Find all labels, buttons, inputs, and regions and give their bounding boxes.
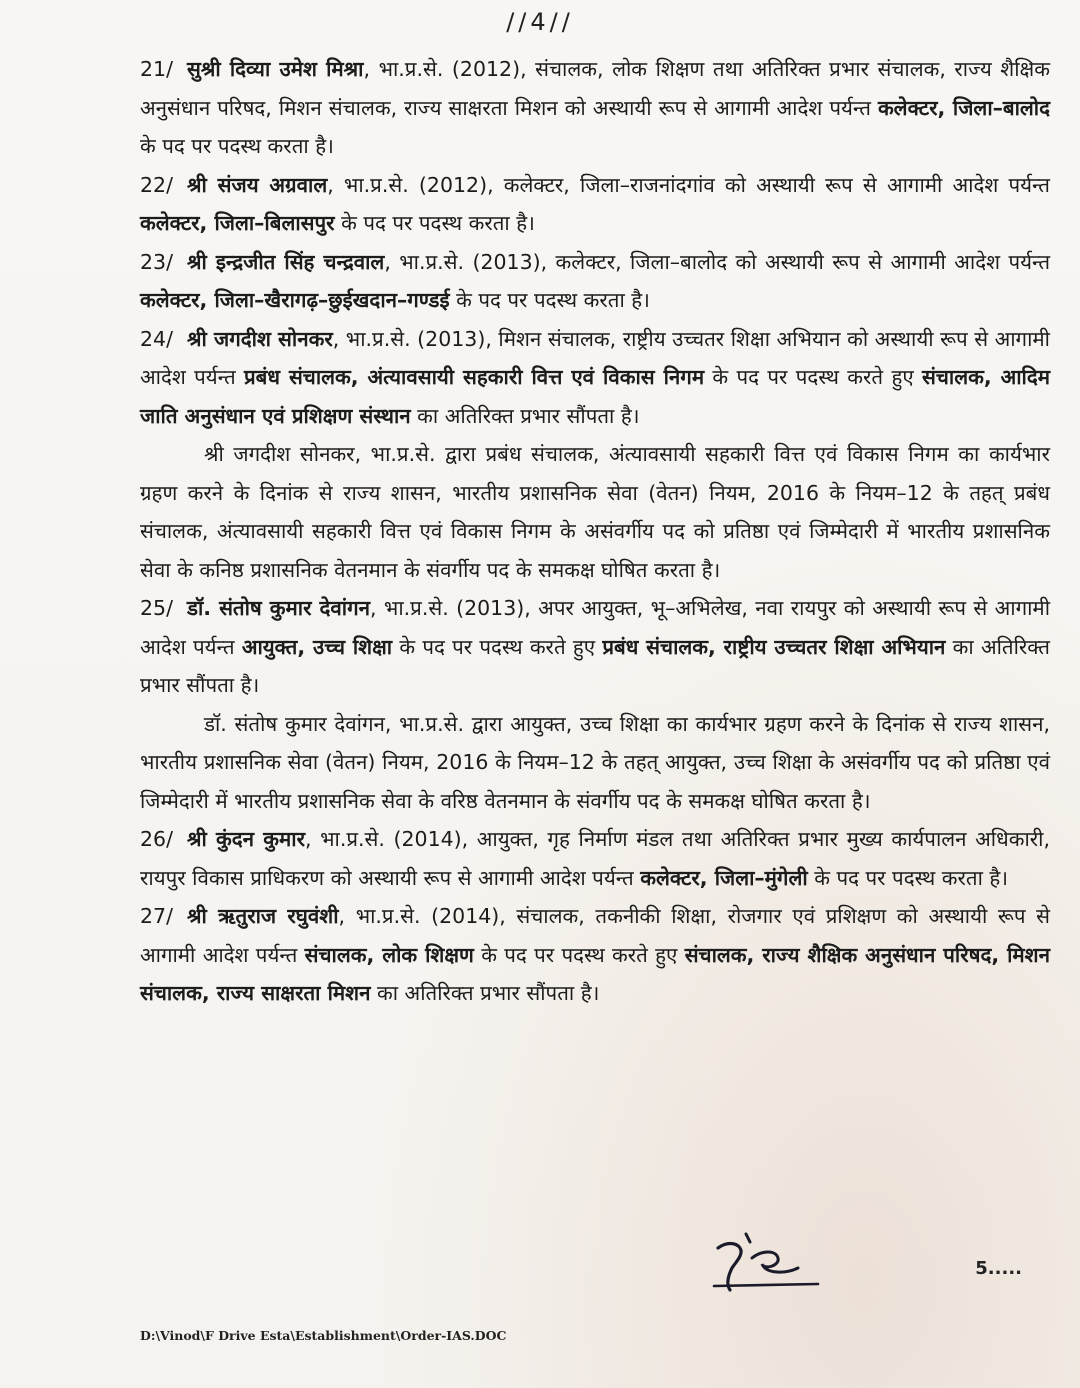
paragraph-text: के पद पर पदस्थ करता है। [449, 288, 650, 312]
emphasized-text: कलेक्टर, जिला–बिलासपुर [140, 211, 335, 235]
emphasized-text: श्री कुंदन कुमार [187, 827, 305, 851]
paragraph-number: 23/ [140, 249, 173, 274]
emphasized-text: कलेक्टर, जिला–खैरागढ़–छुईखदान–गण्डई [140, 288, 450, 312]
emphasized-text: श्री जगदीश सोनकर [187, 326, 333, 351]
emphasized-text: कलेक्टर, जिला–बालोद [877, 95, 1050, 120]
emphasized-text: श्री ऋतुराज रघुवंशी [187, 904, 339, 928]
paragraph-text: , भा.प्र.से. (2014), आयुक्त, गृह निर्माण मंडल तथा अतिरिक्त प्रभार मुख्य कार्यपालन अधिकारी, रायपुर विकास प्राधिकरण को अस्थायी रूप से आगामी आदेश पर्यन्त [140, 827, 1050, 890]
order-paragraph [140, 820, 1050, 897]
emphasized-text: संचालक, लोक शिक्षण [304, 942, 474, 967]
order-paragraph [140, 705, 1050, 821]
paragraph-text: के पद पर पदस्थ करते हुए [704, 365, 923, 389]
paragraph-text: का अतिरिक्त प्रभार सौंपता है। [370, 981, 600, 1005]
file-path-footer: D:\Vinod\F Drive Esta\Establishment\Order-IAS.DOC [140, 1328, 507, 1343]
page-number: //4// [506, 8, 574, 36]
emphasized-text: संचालक, राज्य शैक्षिक अनुसंधान परिषद, मिशन संचालक, राज्य साक्षरता मिशन [140, 942, 1050, 1005]
emphasized-text: डॉ. संतोष कुमार देवांगन [187, 596, 371, 620]
signature-mark [706, 1228, 826, 1294]
emphasized-text: सुश्री दिव्या उमेश मिश्रा [187, 57, 364, 81]
next-page-marker: 5..... [975, 1258, 1022, 1279]
paragraph-number: 24/ [140, 326, 173, 351]
paragraph-number: 27/ [140, 904, 173, 928]
paragraph-text: डॉ. संतोष कुमार देवांगन, भा.प्र.से. द्वारा आयुक्त, उच्च शिक्षा का कार्यभार ग्रहण करने के दिनांक से राज्य शासन, भारतीय प्रशासनिक सेवा (वेतन) नियम, 2016 के नियम–12 के तहत् आयुक्त, उच्च शिक्षा के असंवर्गीय पद को प्रतिष्ठा एवं जिम्मेदारी में भारतीय प्रशासनिक सेवा के वरिष्ठ वेतनमान के संवर्गीय पद के समकक्ष घोषित करता है। [140, 711, 1050, 813]
order-paragraph [140, 166, 1050, 243]
order-paragraph [140, 50, 1050, 166]
emphasized-text: कलेक्टर, जिला–मुंगेली [640, 865, 808, 890]
order-paragraph [140, 897, 1050, 1013]
emphasized-text: संचालक, आदिम जाति अनुसंधान एवं प्रशिक्षण संस्थान [140, 365, 1050, 428]
paragraph-text: , भा.प्र.से. (2013), कलेक्टर, जिला–बालोद को अस्थायी रूप से आगामी आदेश पर्यन्त [384, 249, 1051, 274]
paragraph-text: के पद पर पदस्थ करते हुए [392, 634, 603, 659]
paragraph-text: , भा.प्र.से. (2013), अपर आयुक्त, भू–अभिलेख, नवा रायपुर को अस्थायी रूप से आगामी आदेश पर्यन्त [140, 596, 1051, 659]
paragraph-text: श्री जगदीश सोनकर, भा.प्र.से. द्वारा प्रबंध संचालक, अंत्यावसायी सहकारी वित्त एवं विकास निगम का कार्यभार ग्रहण करने के दिनांक से राज्य शासन, भारतीय प्रशासनिक सेवा (वेतन) नियम, 2016 के नियम–12 के तहत् प्रबंध संचालक, अंत्यावसायी सहकारी वित्त एवं विकास निगम के असंवर्गीय पद को प्रतिष्ठा एवं जिम्मेदारी में भारतीय प्रशासनिक सेवा के कनिष्ठ प्रशासनिक वेतनमान के संवर्गीय पद के समकक्ष घोषित करता है। [140, 442, 1050, 582]
order-paragraph [140, 243, 1050, 320]
paragraph-text: के पद पर पदस्थ करता है। [140, 134, 334, 158]
order-paragraph [140, 435, 1050, 589]
paragraph-text: के पद पर पदस्थ करता है। [334, 211, 535, 235]
paragraph-number: 21/ [140, 57, 173, 81]
emphasized-text: आयुक्त, उच्च शिक्षा [241, 634, 393, 659]
paragraph-text: , भा.प्र.से. (2013), मिशन संचालक, राष्ट्रीय उच्चतर शिक्षा अभियान को अस्थायी रूप से आगामी आदेश पर्यन्त [140, 326, 1050, 389]
paragraph-text: के पद पर पदस्थ करते हुए [473, 942, 685, 967]
emphasized-text: श्री संजय अग्रवाल [187, 172, 328, 197]
emphasized-text: श्री इन्द्रजीत सिंह चन्द्रवाल [187, 249, 385, 274]
emphasized-text: प्रबंध संचालक, राष्ट्रीय उच्चतर शिक्षा अभियान [602, 634, 946, 659]
order-body [140, 50, 1050, 1013]
paragraph-text: , भा.प्र.से. (2014), संचालक, तकनीकी शिक्षा, रोजगार एवं प्रशिक्षण को अस्थायी रूप से आगामी आदेश पर्यन्त [140, 904, 1050, 967]
paragraph-number: 26/ [140, 827, 173, 851]
paragraph-number: 25/ [140, 596, 173, 620]
paragraph-text: , भा.प्र.से. (2012), कलेक्टर, जिला–राजनांदगांव को अस्थायी रूप से आगामी आदेश पर्यन्त [327, 172, 1050, 197]
paragraph-text: का अतिरिक्त प्रभार सौंपता है। [140, 634, 1050, 697]
order-paragraph [140, 589, 1050, 705]
emphasized-text: प्रबंध संचालक, अंत्यावसायी सहकारी वित्त एवं विकास निगम [244, 365, 705, 389]
order-paragraph [140, 320, 1050, 436]
paragraph-number: 22/ [140, 172, 173, 197]
paragraph-text: का अतिरिक्त प्रभार सौंपता है। [410, 403, 640, 428]
paragraph-text: के पद पर पदस्थ करता है। [807, 865, 1009, 890]
paragraph-text: , भा.प्र.से. (2012), संचालक, लोक शिक्षण तथा अतिरिक्त प्रभार संचालक, राज्य शैक्षिक अनुसंधान परिषद, मिशन संचालक, राज्य साक्षरता मिशन को अस्थायी रूप से आगामी आदेश पर्यन्त [140, 57, 1050, 120]
